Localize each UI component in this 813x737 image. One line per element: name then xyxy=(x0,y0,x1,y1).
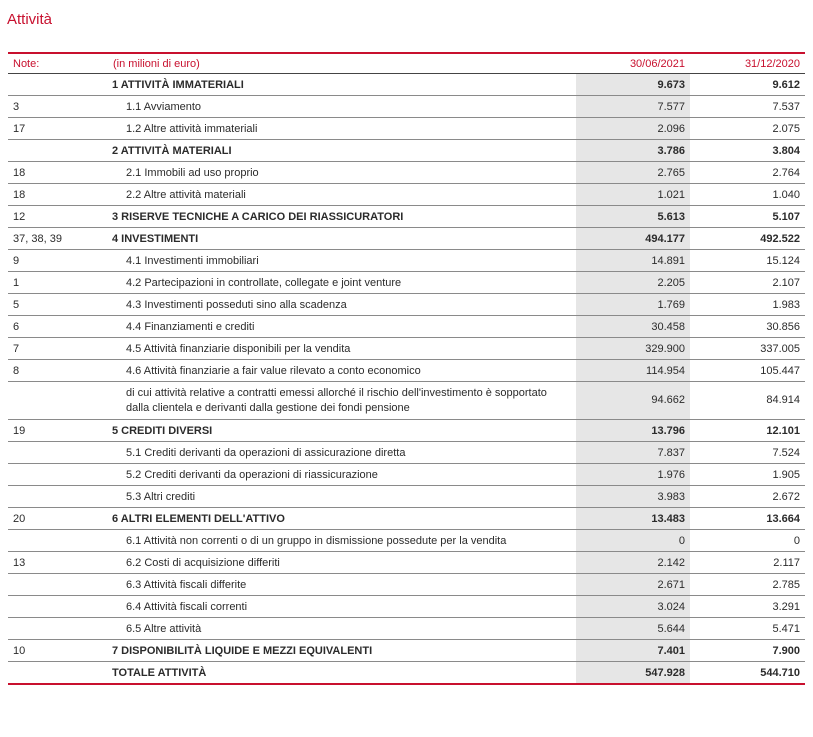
row-value-2021: 2.096 xyxy=(576,118,690,140)
row-value-2020: 2.075 xyxy=(690,118,805,140)
row-value-2020: 15.124 xyxy=(690,250,805,272)
row-value-2021: 3.786 xyxy=(576,140,690,162)
row-value-2021: 1.021 xyxy=(576,184,690,206)
row-value-2021: 2.205 xyxy=(576,272,690,294)
table-row xyxy=(8,486,805,508)
header-col-2020: 31/12/2020 xyxy=(690,53,805,74)
header-note: Note: xyxy=(8,53,108,74)
row-label: 4.2 Partecipazioni in controllate, collegate e joint venture xyxy=(108,272,576,294)
table-row-section xyxy=(8,662,805,685)
balance-sheet-table xyxy=(8,52,805,685)
table-row-section xyxy=(8,74,805,96)
table-row-section xyxy=(8,206,805,228)
row-label: 1 ATTIVITÀ IMMATERIALI xyxy=(108,74,576,96)
table-row xyxy=(8,618,805,640)
row-value-2021: 2.765 xyxy=(576,162,690,184)
row-value-2021: 2.142 xyxy=(576,552,690,574)
table-row-section xyxy=(8,640,805,662)
row-label: 6.4 Attività fiscali correnti xyxy=(108,596,576,618)
row-label: 2.1 Immobili ad uso proprio xyxy=(108,162,576,184)
row-label: 1.2 Altre attività immateriali xyxy=(108,118,576,140)
row-label: 6.1 Attività non correnti o di un gruppo in dismissione possedute per la vendita xyxy=(108,530,576,552)
row-value-2021: 13.796 xyxy=(576,420,690,442)
row-value-2020: 1.905 xyxy=(690,464,805,486)
row-value-2020: 7.900 xyxy=(690,640,805,662)
table-row xyxy=(8,118,805,140)
table-row xyxy=(8,316,805,338)
table-row xyxy=(8,552,805,574)
table-row-section xyxy=(8,420,805,442)
row-value-2020: 5.471 xyxy=(690,618,805,640)
row-note: 37, 38, 39 xyxy=(8,228,108,250)
row-note: 12 xyxy=(8,206,108,228)
row-value-2021: 5.644 xyxy=(576,618,690,640)
row-label: TOTALE ATTIVITÀ xyxy=(108,662,576,685)
table-row xyxy=(8,250,805,272)
table-row xyxy=(8,184,805,206)
row-value-2021: 7.401 xyxy=(576,640,690,662)
row-value-2021: 329.900 xyxy=(576,338,690,360)
row-value-2020: 2.764 xyxy=(690,162,805,184)
row-value-2020: 492.522 xyxy=(690,228,805,250)
row-note: 18 xyxy=(8,184,108,206)
page-title: Attività xyxy=(7,11,53,28)
row-value-2020: 1.983 xyxy=(690,294,805,316)
row-note: 6 xyxy=(8,316,108,338)
table-row xyxy=(8,574,805,596)
row-note: 20 xyxy=(8,508,108,530)
row-value-2020: 105.447 xyxy=(690,360,805,382)
table-row xyxy=(8,338,805,360)
row-label: 4.3 Investimenti posseduti sino alla scadenza xyxy=(108,294,576,316)
row-value-2020: 12.101 xyxy=(690,420,805,442)
row-value-2020: 7.524 xyxy=(690,442,805,464)
table-row-section xyxy=(8,228,805,250)
row-value-2021: 1.976 xyxy=(576,464,690,486)
row-value-2021: 1.769 xyxy=(576,294,690,316)
row-value-2021: 0 xyxy=(576,530,690,552)
row-note: 10 xyxy=(8,640,108,662)
row-label: 4.4 Finanziamenti e crediti xyxy=(108,316,576,338)
row-value-2021: 2.671 xyxy=(576,574,690,596)
header-col-2021: 30/06/2021 xyxy=(576,53,690,74)
row-value-2020: 2.107 xyxy=(690,272,805,294)
row-note xyxy=(8,442,108,464)
row-value-2021: 3.024 xyxy=(576,596,690,618)
row-note xyxy=(8,618,108,640)
row-note: 17 xyxy=(8,118,108,140)
row-value-2021: 547.928 xyxy=(576,662,690,685)
row-note xyxy=(8,382,108,420)
row-value-2020: 3.291 xyxy=(690,596,805,618)
row-value-2020: 2.672 xyxy=(690,486,805,508)
row-note xyxy=(8,464,108,486)
row-label: 4 INVESTIMENTI xyxy=(108,228,576,250)
row-value-2021: 14.891 xyxy=(576,250,690,272)
row-value-2020: 0 xyxy=(690,530,805,552)
row-label: 2.2 Altre attività materiali xyxy=(108,184,576,206)
row-label: 4.6 Attività finanziarie a fair value rilevato a conto economico xyxy=(108,360,576,382)
table-body xyxy=(8,74,805,685)
row-note xyxy=(8,662,108,685)
row-value-2020: 544.710 xyxy=(690,662,805,685)
row-note xyxy=(8,530,108,552)
row-label: 5.2 Crediti derivanti da operazioni di riassicurazione xyxy=(108,464,576,486)
row-value-2020: 5.107 xyxy=(690,206,805,228)
row-value-2021: 3.983 xyxy=(576,486,690,508)
row-note: 1 xyxy=(8,272,108,294)
row-note xyxy=(8,574,108,596)
table-row xyxy=(8,596,805,618)
table-row xyxy=(8,530,805,552)
row-label: 6.5 Altre attività xyxy=(108,618,576,640)
row-value-2020: 2.785 xyxy=(690,574,805,596)
row-label: 6 ALTRI ELEMENTI DELL'ATTIVO xyxy=(108,508,576,530)
row-note: 5 xyxy=(8,294,108,316)
row-note xyxy=(8,596,108,618)
row-note: 13 xyxy=(8,552,108,574)
row-value-2020: 3.804 xyxy=(690,140,805,162)
row-note: 19 xyxy=(8,420,108,442)
row-label: 3 RISERVE TECNICHE A CARICO DEI RIASSICURATORI xyxy=(108,206,576,228)
row-note: 7 xyxy=(8,338,108,360)
row-value-2021: 94.662 xyxy=(576,382,690,420)
row-value-2020: 84.914 xyxy=(690,382,805,420)
table-row xyxy=(8,96,805,118)
row-value-2020: 13.664 xyxy=(690,508,805,530)
row-note xyxy=(8,74,108,96)
table-row xyxy=(8,294,805,316)
row-label: di cui attività relative a contratti emessi allorché il rischio dell'investimento è sopportato dalla clientela e derivanti dalla gestione dei fondi pensione xyxy=(108,382,576,420)
row-value-2021: 5.613 xyxy=(576,206,690,228)
table-row xyxy=(8,382,805,420)
row-label: 4.5 Attività finanziarie disponibili per la vendita xyxy=(108,338,576,360)
row-value-2021: 7.837 xyxy=(576,442,690,464)
table-row xyxy=(8,162,805,184)
row-note: 3 xyxy=(8,96,108,118)
row-value-2021: 30.458 xyxy=(576,316,690,338)
row-value-2021: 7.577 xyxy=(576,96,690,118)
row-value-2020: 1.040 xyxy=(690,184,805,206)
row-note xyxy=(8,140,108,162)
row-note: 18 xyxy=(8,162,108,184)
row-label: 2 ATTIVITÀ MATERIALI xyxy=(108,140,576,162)
row-label: 5.3 Altri crediti xyxy=(108,486,576,508)
row-label: 1.1 Avviamento xyxy=(108,96,576,118)
row-value-2020: 337.005 xyxy=(690,338,805,360)
row-label: 7 DISPONIBILITÀ LIQUIDE E MEZZI EQUIVALENTI xyxy=(108,640,576,662)
row-label: 6.2 Costi di acquisizione differiti xyxy=(108,552,576,574)
row-value-2021: 114.954 xyxy=(576,360,690,382)
table-row xyxy=(8,272,805,294)
row-value-2020: 9.612 xyxy=(690,74,805,96)
table-row xyxy=(8,442,805,464)
row-note xyxy=(8,486,108,508)
row-value-2020: 7.537 xyxy=(690,96,805,118)
row-label: 5 CREDITI DIVERSI xyxy=(108,420,576,442)
row-value-2021: 9.673 xyxy=(576,74,690,96)
table-row-section xyxy=(8,140,805,162)
row-label: 5.1 Crediti derivanti da operazioni di assicurazione diretta xyxy=(108,442,576,464)
row-value-2020: 30.856 xyxy=(690,316,805,338)
row-value-2021: 13.483 xyxy=(576,508,690,530)
header-unit: (in milioni di euro) xyxy=(108,53,576,74)
row-value-2020: 2.117 xyxy=(690,552,805,574)
row-value-2021: 494.177 xyxy=(576,228,690,250)
table-row xyxy=(8,464,805,486)
table-header xyxy=(8,53,805,74)
row-label: 4.1 Investimenti immobiliari xyxy=(108,250,576,272)
row-label: 6.3 Attività fiscali differite xyxy=(108,574,576,596)
row-note: 8 xyxy=(8,360,108,382)
row-note: 9 xyxy=(8,250,108,272)
table-row-section xyxy=(8,508,805,530)
table-row xyxy=(8,360,805,382)
